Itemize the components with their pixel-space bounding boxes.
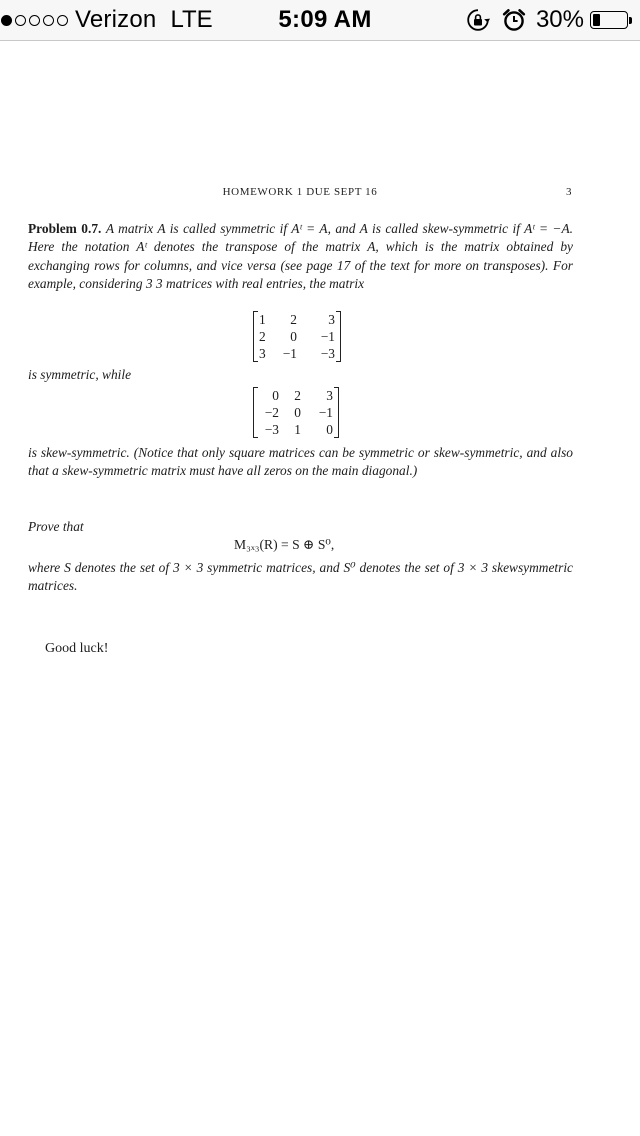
battery-percentage: 30% [535,6,584,33]
matrix-cell: 2 [294,388,301,403]
status-time: 5:09 AM [278,6,372,33]
matrix-right-bracket [334,387,339,438]
matrix-cell: −1 [318,405,333,420]
matrix-cell: 0 [326,422,333,437]
symmetric-matrix [253,311,341,362]
matrix-cell: 3 [328,312,335,327]
matrix-cell: 2 [290,312,297,327]
matrix-cell: −1 [282,346,297,361]
is-symmetric-text: is symmetric, while [28,367,132,382]
matrix-left-bracket [253,311,258,362]
matrix-cell: 3 [259,346,266,361]
matrix-cell: 0 [294,405,301,420]
network-type: LTE [170,6,213,33]
matrix-cell: 2 [259,329,266,344]
skew-symmetric-matrix [253,387,339,438]
carrier-name: Verizon [75,6,157,33]
matrix-cell: −2 [264,405,279,420]
problem-statement [28,220,573,294]
alarm-icon [502,8,526,32]
matrix-cell: 1 [294,422,301,437]
equation: M₃ₓ₃(R) = S ⊕ S⁰, [234,537,335,552]
status-bar [0,0,640,41]
page-number: 3 [566,186,572,198]
problem-title: Problem 0.7. [28,221,102,236]
battery-level-fill [593,14,600,26]
where-text: where S denotes the set of 3 × 3 symmetric matrices, and S⁰ denotes the set of 3 × 3 skewsymmetric matrices. [28,560,573,594]
matrix-left-bracket [253,387,258,438]
matrix-cell: −3 [264,422,279,437]
battery-icon [590,11,628,29]
matrix-cell: 0 [290,329,297,344]
matrix-right-bracket [336,311,341,362]
matrix-cell: 1 [259,312,266,327]
status-bar-right [466,0,632,40]
matrix-cell: −1 [320,329,335,344]
matrix-cell: 3 [326,388,333,403]
rotation-lock-icon [466,8,490,32]
skew-symmetric-text: is skew-symmetric. (Notice that only square matrices can be symmetric or skew-symmetric, and also that a skew-symmetric matrix must have all zeros on the main diagonal.) [28,445,573,479]
battery-nub [629,17,632,24]
good-luck-text: Good luck! [45,641,109,656]
running-head: HOMEWORK 1 DUE SEPT 16 [222,186,378,198]
prove-text: Prove that [28,519,84,534]
matrix-cell: −3 [320,346,335,361]
problem-body: A matrix A is called symmetric if Aᵗ = A, and A is called skew-symmetric if Aᵗ = −A. Here the notation Aᵗ denotes the transpose of the matrix A, which is the matrix obtained by exchanging rows for columns, and vice versa (see page 17 of the text for more on transposes). For example, considering 3 3 matrices with real entries, the matrix [28,221,573,292]
matrix-cell: 0 [272,388,279,403]
